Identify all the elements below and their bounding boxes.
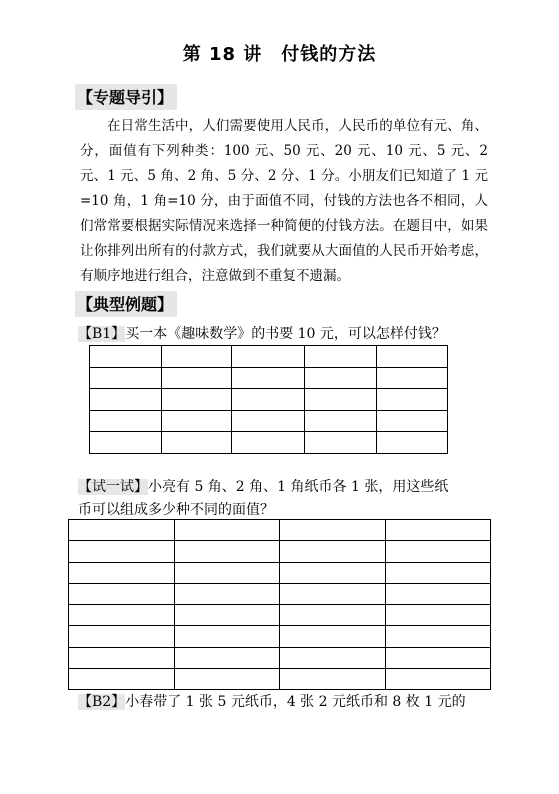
table-cell[interactable] <box>377 410 448 432</box>
table-cell[interactable] <box>280 520 386 541</box>
try-it-tag: 【试一试】 <box>78 479 148 495</box>
table-cell[interactable] <box>232 432 305 454</box>
table-cell[interactable] <box>69 562 175 583</box>
table-row <box>69 647 491 668</box>
table-cell[interactable] <box>162 346 232 368</box>
answer-table-try-it <box>68 519 491 690</box>
table-cell[interactable] <box>175 605 280 626</box>
table-cell[interactable] <box>280 562 386 583</box>
table-cell[interactable] <box>175 647 280 668</box>
table-cell[interactable] <box>280 541 386 562</box>
table-cell[interactable] <box>386 583 491 604</box>
table-cell[interactable] <box>305 346 377 368</box>
table-cell[interactable] <box>69 605 175 626</box>
table-cell[interactable] <box>69 647 175 668</box>
table-cell[interactable] <box>280 605 386 626</box>
table-cell[interactable] <box>386 562 491 583</box>
table-cell[interactable] <box>175 541 280 562</box>
table-cell[interactable] <box>232 367 305 389</box>
answer-table-b1 <box>89 345 448 454</box>
example-b2-question <box>78 691 498 714</box>
table-cell[interactable] <box>377 346 448 368</box>
table-cell[interactable] <box>90 367 162 389</box>
try-it-question <box>78 476 498 522</box>
table-cell[interactable] <box>305 389 377 411</box>
table-cell[interactable] <box>175 562 280 583</box>
table-cell[interactable] <box>377 432 448 454</box>
table-cell[interactable] <box>90 410 162 432</box>
table-row <box>90 367 448 389</box>
table-row <box>69 520 491 541</box>
table-row <box>69 668 491 689</box>
table-cell[interactable] <box>162 367 232 389</box>
example-b1-question <box>78 323 498 346</box>
table-cell[interactable] <box>90 432 162 454</box>
table-cell[interactable] <box>162 389 232 411</box>
table-cell[interactable] <box>162 410 232 432</box>
table-cell[interactable] <box>232 410 305 432</box>
table-cell[interactable] <box>386 520 491 541</box>
table-cell[interactable] <box>386 626 491 647</box>
table-cell[interactable] <box>175 583 280 604</box>
table-row <box>69 626 491 647</box>
intro-paragraph: 在日常生活中，人们需要使用人民币，人民币的单位有元、角、分，面值有下列种类：100 元、50 元、20 元、10 元、5 元、2 元、1 元、5 角、2 角、5 分、2 分、1 分。小朋友们已知道了 1 元=10 角，1 角=10 分，由于面值不同，付钱的方法也各不相同，人们常常要根据实际情况来选择一种简便的付钱方法。在题目中，如果让你排列出所有的付款方式，我们就要从大面值的人民币开始考虑，有顺序地进行组合，注意做到不重复不遗漏。 <box>80 118 488 284</box>
table-row <box>90 432 448 454</box>
table-cell[interactable] <box>305 432 377 454</box>
table-row <box>69 605 491 626</box>
example-b2-text: 小春带了 1 张 5 元纸币，4 张 2 元纸币和 8 枚 1 元的 <box>125 694 466 710</box>
table-cell[interactable] <box>305 367 377 389</box>
table-cell[interactable] <box>232 346 305 368</box>
table-cell[interactable] <box>175 626 280 647</box>
example-b1-text: 买一本《趣味数学》的书要 10 元，可以怎样付钱？ <box>125 326 446 342</box>
try-it-line2: 币可以组成多少种不同的面值？ <box>78 502 274 518</box>
table-row <box>69 583 491 604</box>
table-cell[interactable] <box>69 520 175 541</box>
section-header-intro: 【专题导引】 <box>75 84 177 110</box>
table-cell[interactable] <box>162 432 232 454</box>
table-cell[interactable] <box>377 367 448 389</box>
table-cell[interactable] <box>386 668 491 689</box>
table-cell[interactable] <box>280 647 386 668</box>
table-cell[interactable] <box>69 541 175 562</box>
table-cell[interactable] <box>386 647 491 668</box>
table-cell[interactable] <box>386 605 491 626</box>
table-row <box>69 562 491 583</box>
table-cell[interactable] <box>377 389 448 411</box>
example-b1-tag: 【B1】 <box>78 326 126 342</box>
table-cell[interactable] <box>69 583 175 604</box>
table-cell[interactable] <box>175 520 280 541</box>
try-it-line1: 小亮有 5 角、2 角、1 角纸币各 1 张，用这些纸 <box>148 479 449 495</box>
lesson-title: 第 18 讲 付钱的方法 <box>182 44 377 65</box>
table-cell[interactable] <box>280 668 386 689</box>
section-header-examples: 【典型例题】 <box>75 291 177 317</box>
table-row <box>90 346 448 368</box>
table-cell[interactable] <box>175 668 280 689</box>
table-row <box>90 389 448 411</box>
table-cell[interactable] <box>69 668 175 689</box>
table-cell[interactable] <box>69 626 175 647</box>
table-row <box>69 541 491 562</box>
table-cell[interactable] <box>90 389 162 411</box>
table-cell[interactable] <box>280 626 386 647</box>
example-b2-tag: 【B2】 <box>78 694 126 710</box>
table-cell[interactable] <box>232 389 305 411</box>
table-cell[interactable] <box>280 583 386 604</box>
table-row <box>90 410 448 432</box>
table-cell[interactable] <box>386 541 491 562</box>
table-cell[interactable] <box>90 346 162 368</box>
table-cell[interactable] <box>305 410 377 432</box>
